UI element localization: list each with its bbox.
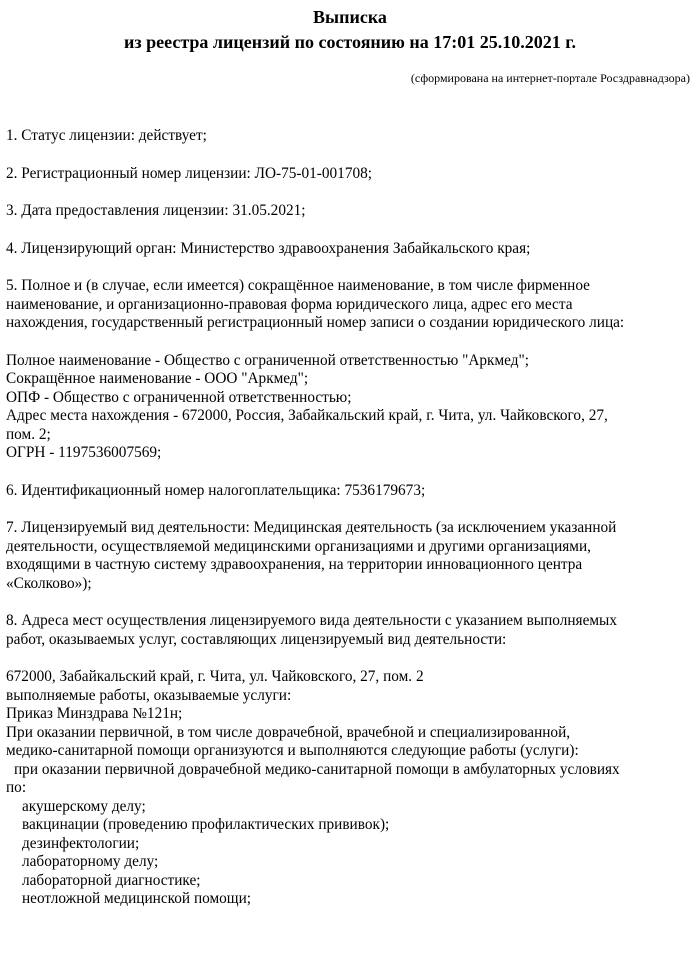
org-address-cont: пом. 2; <box>6 425 51 443</box>
organization-details <box>6 352 696 463</box>
service-item: лабораторному делу; <box>22 853 159 870</box>
activity-line: деятельности, осуществляемой медицинскими организациями и другими организациями, <box>6 537 591 555</box>
activity-line: 7. Лицензируемый вид деятельности: Медицинская деятельность (за исключением указанной <box>6 519 617 536</box>
service-item: вакцинации (проведению профилактических прививок); <box>22 816 390 833</box>
service-item: неотложной медицинской помощи; <box>22 890 252 907</box>
license-status: 1. Статус лицензии: действует; <box>6 127 207 144</box>
works-label: выполняемые работы, оказываемые услуги: <box>6 686 292 704</box>
service-item: дезинфектологии; <box>22 834 140 852</box>
section-5-line: 5. Полное и (в случае, если имеется) сокращённое наименование, в том числе фирменное <box>6 277 590 294</box>
works-address: 672000, Забайкальский край, г. Чита, ул. Чайковского, 27, пом. 2 <box>6 668 424 685</box>
works-description: При оказании первичной, в том числе доврачебной, врачебной и специализированной, <box>6 723 571 741</box>
tax-id: 6. Идентификационный номер налогоплательщика: 7536179673; <box>6 481 426 499</box>
addresses-line: работ, оказываемых услуг, составляющих лицензируемый вид деятельности: <box>6 630 507 648</box>
org-legal-form: ОПФ - Общество с ограниченной ответственностью; <box>6 388 352 406</box>
activity-line: «Сколково»); <box>6 574 92 592</box>
section-5-line: наименование, и организационно-правовая форма юридического лица, адрес его места <box>6 295 573 313</box>
addresses-line: 8. Адреса мест осуществления лицензируемого вида деятельности с указанием выполняемых <box>6 612 617 629</box>
document-title: Выписка <box>313 7 387 27</box>
activity-line: входящими в частную систему здравоохранения, на территории инновационного центра <box>6 556 583 573</box>
source-note: (сформирована на интернет-портале Росздравнадзора) <box>410 71 690 85</box>
org-short-name: Сокращённое наименование - ООО "Аркмед"; <box>6 370 309 387</box>
service-item: акушерскому делу; <box>22 797 146 815</box>
org-full-name: Полное наименование - Общество с ограниченной ответственностью "Аркмед"; <box>6 351 529 369</box>
section-5-heading <box>6 277 696 333</box>
issue-date: 3. Дата предоставления лицензии: 31.05.2021; <box>6 202 306 219</box>
org-ogrn: ОГРН - 1197536007569; <box>6 444 162 461</box>
works-subheading-cont: по: <box>6 779 27 796</box>
document-body <box>6 127 696 909</box>
licensing-authority: 4. Лицензирующий орган: Министерство здравоохранения Забайкальского края; <box>6 239 531 257</box>
org-address: Адрес места нахождения - 672000, Россия, Забайкальский край, г. Чита, ул. Чайковского, 27, <box>6 407 608 424</box>
works-subheading: при оказании первичной доврачебной медико-санитарной помощи в амбулаторных условиях <box>14 760 620 778</box>
activity-addresses <box>6 612 696 649</box>
works-description: медико-санитарной помощи организуются и выполняются следующие работы (услуги): <box>6 742 579 759</box>
works-block <box>6 668 696 909</box>
licensed-activity <box>6 519 696 593</box>
registration-number: 2. Регистрационный номер лицензии: ЛО-75-01-001708; <box>6 164 373 182</box>
section-5-line: нахождения, государственный регистрационный номер записи о создании юридического лица: <box>6 314 625 331</box>
works-order: Приказ Минздрава №121н; <box>6 705 183 722</box>
service-item: лабораторной диагностике; <box>22 871 201 889</box>
document-subtitle: из реестра лицензий по состоянию на 17:01 25.10.2021 г. <box>124 32 576 52</box>
